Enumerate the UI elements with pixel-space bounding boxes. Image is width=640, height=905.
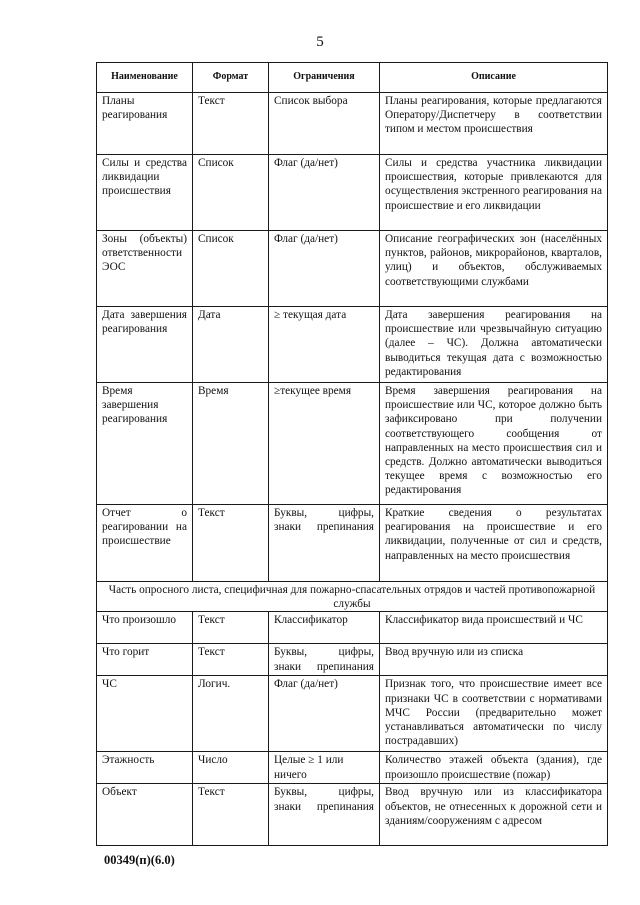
header-name: Наименование: [97, 63, 193, 93]
cell-description: Ввод вручную или из классификатора объектов, не отнесенных к дорожной сети и зданиям/сооружениям с адресом: [380, 784, 608, 846]
cell-constraints: Классификатор: [269, 612, 380, 644]
cell-constraints: Целые ≥ 1 или ничего: [269, 752, 380, 784]
document-code: 00349(п)(6.0): [104, 853, 175, 867]
header-format: Формат: [193, 63, 269, 93]
cell-format: Текст: [193, 612, 269, 644]
cell-format: Список: [193, 155, 269, 231]
cell-constraints: Флаг (да/нет): [269, 155, 380, 231]
cell-name: Силы и средства ликвидации происшествия: [97, 155, 193, 231]
page-number: 5: [316, 34, 324, 50]
cell-format: Текст: [193, 505, 269, 582]
cell-constraints: Буквы, цифры, знаки препинания: [269, 505, 380, 582]
cell-name: Отчет о реагировании на происшествие: [97, 505, 193, 582]
cell-name: Дата завершения реагирования: [97, 307, 193, 383]
cell-name: Планы реагирования: [97, 93, 193, 155]
cell-constraints: ≥ текущая дата: [269, 307, 380, 383]
cell-format: Список: [193, 231, 269, 307]
requirements-table: [96, 62, 608, 846]
cell-description: Силы и средства участника ликвидации происшествия, которые привлекаются для осуществления экстренного реагирования на происшествие и его ликвидации: [380, 155, 608, 231]
table-row: [97, 505, 608, 582]
cell-description: Классификатор вида происшествий и ЧС: [380, 612, 608, 644]
cell-format: Дата: [193, 307, 269, 383]
cell-format: Текст: [193, 644, 269, 676]
header-constraints: Ограничения: [269, 63, 380, 93]
section-row: [97, 582, 608, 612]
cell-constraints: Флаг (да/нет): [269, 231, 380, 307]
cell-name: Этажность: [97, 752, 193, 784]
table-row: [97, 231, 608, 307]
cell-description: Краткие сведения о результатах реагирования на происшествие и его ликвидации, полученные от сил и средств, направленных на место происшествия: [380, 505, 608, 582]
cell-name: Зоны (объекты) ответственности ЭОС: [97, 231, 193, 307]
table-row: [97, 752, 608, 784]
cell-description: Количество этажей объекта (здания), где произошло происшествие (пожар): [380, 752, 608, 784]
cell-format: Логич.: [193, 676, 269, 752]
cell-name: Время завершения реагирования: [97, 383, 193, 505]
section-title: Часть опросного листа, специфичная для пожарно-спасательных отрядов и частей противопожарной службы: [97, 582, 608, 612]
cell-name: Объект: [97, 784, 193, 846]
cell-description: Описание географических зон (населённых пунктов, районов, микрорайонов, кварталов, улиц) и объектов, обслуживаемых соответствующими службами: [380, 231, 608, 307]
table-row: [97, 676, 608, 752]
cell-name: ЧС: [97, 676, 193, 752]
table-header-row: [97, 63, 608, 93]
cell-description: Признак того, что происшествие имеет все признаки ЧС в соответствии с нормативами МЧС России (предварительно может устанавливаться автоматически по числу пострадавших): [380, 676, 608, 752]
cell-description: Время завершения реагирования на происшествие или ЧС, которое должно быть зафиксировано при получении соответствующего сообщения от направленных на место происшествия сил и средств. Должно автоматически выводиться текущее время с возможностью его редактирования: [380, 383, 608, 505]
table-row: [97, 155, 608, 231]
cell-constraints: Список выбора: [269, 93, 380, 155]
cell-constraints: Флаг (да/нет): [269, 676, 380, 752]
cell-constraints: Буквы, цифры, знаки препинания: [269, 644, 380, 676]
cell-format: Текст: [193, 93, 269, 155]
table-row: [97, 93, 608, 155]
cell-constraints: Буквы, цифры, знаки препинания: [269, 784, 380, 846]
cell-name: Что горит: [97, 644, 193, 676]
cell-name: Что произошло: [97, 612, 193, 644]
table-row: [97, 784, 608, 846]
cell-description: Ввод вручную или из списка: [380, 644, 608, 676]
cell-format: Текст: [193, 784, 269, 846]
table-row: [97, 383, 608, 505]
table-row: [97, 612, 608, 644]
header-description: Описание: [380, 63, 608, 93]
cell-constraints: ≥текущее время: [269, 383, 380, 505]
table-row: [97, 307, 608, 383]
cell-description: Планы реагирования, которые предлагаются Оператору/Диспетчеру в соответствии типом и местом происшествия: [380, 93, 608, 155]
cell-format: Время: [193, 383, 269, 505]
table-row: [97, 644, 608, 676]
cell-description: Дата завершения реагирования на происшествие или чрезвычайную ситуацию (далее – ЧС). Должна автоматически выводиться текущая дата с возможностью редактирования: [380, 307, 608, 383]
cell-format: Число: [193, 752, 269, 784]
